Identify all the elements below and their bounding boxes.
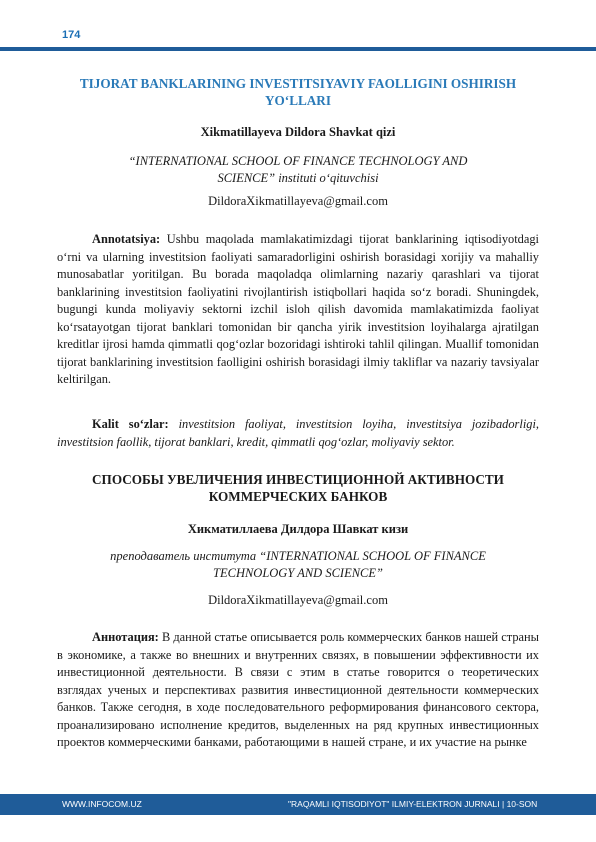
abstract-label-uz: Annotatsiya:	[92, 232, 161, 246]
author-name-ru: Хикматиллаева Дилдора Шавкат кизи	[187, 522, 409, 536]
affiliation-uz-line1: “INTERNATIONAL SCHOOL OF FINANCE TECHNOLOGY AND	[128, 154, 468, 168]
abstract-uz	[57, 231, 539, 389]
email-uz: DildoraXikmatillayeva@gmail.com	[208, 194, 388, 208]
page-number: 174	[62, 29, 81, 41]
abstract-text-ru: В данной статье описывается роль коммерческих банков нашей страны в экономике, а также во внешних и внутренних связях, в повышении эффективности их инвестиционной деятельности. В связи с этим в статье говорится о теоретических взглядах ученых и перспективах развития инвестиционной деятельности коммерческих банков. Также сегодня, в ходе последовательного реформирования финансового сектора, проанализировано исполнение кредитов, выделенных на ряд крупных инвестиционных проектов коммерческими банками, работающими в нашей стране, и их участие на рынке	[57, 630, 539, 749]
abstract-text-uz: Ushbu maqolada mamlakatimizdagi tijorat banklarining iqtisodiyotdagi o‘rni va ularning investitsion faoliyati samaradorligini oshirish borasidagi xorijiy va mahalliy munosabatlar yoritilgan. Bu borada maqoladqa olimlarning nazariy qarashlari va tijorat banklarining investitsion faoliyatini rivojlantirish istiqbollari haqida so‘z boradi. Shuningdek, bugungi kunda moliyaviy sektorni izchil isloh qilish davomida mamlakatimizda faoliyat ko‘rsatayotgan tijorat banklari tomonidan bir qancha yirik investitsion loyihalarga ajratilgan kreditlar ijrosi hamda qimmatli qog‘ozlar bozoridagi ishtiroki tahlil qilingan. Muallif tomonidan tijorat banklarining investitsion faolligini oshirish borasidagi ilmiy takliflar va nazariy tavsiyalar keltirilgan.	[57, 232, 539, 386]
affiliation-ru-line2: TECHNOLOGY AND SCIENCE”	[213, 566, 383, 580]
keywords-uz	[57, 416, 539, 451]
affiliation-ru	[40, 548, 556, 582]
abstract-ru	[57, 629, 539, 752]
article-title-uz: TIJORAT BANKLARINING INVESTITSIYAVIY FAOLLIGINI OSHIRISH YO‘LLARI	[79, 76, 517, 108]
article-title-ru: СПОСОБЫ УВЕЛИЧЕНИЯ ИНВЕСТИЦИОННОЙ АКТИВНОСТИ КОММЕРЧЕСКИХ БАНКОВ	[92, 472, 504, 504]
header-rule	[0, 47, 596, 51]
author-name-uz: Xikmatillayeva Dildora Shavkat qizi	[200, 125, 396, 139]
footer-journal-name: "RAQAMLI IQTISODIYOT" ILMIY-ELEKTRON JURNALI | 10-SON	[288, 799, 538, 809]
affiliation-ru-line1: преподаватель института “INTERNATIONAL SCHOOL OF FINANCE	[110, 549, 486, 563]
abstract-label-ru: Аннотация:	[92, 630, 159, 644]
keywords-label-uz: Kalit so‘zlar:	[92, 417, 169, 431]
affiliation-uz-line2: SCIENCE” instituti o‘qituvchisi	[217, 171, 379, 185]
email-ru: DildoraXikmatillayeva@gmail.com	[208, 593, 388, 607]
keywords-text-uz: investitsion faoliyat, investitsion loyiha, investitsiya jozibadorligi, investitsion faollik, tijorat banklari, kredit, qimmatli qog‘ozlar, moliyaviy sektor.	[57, 417, 539, 449]
footer-website-link[interactable]: WWW.INFOCOM.UZ	[62, 799, 142, 809]
affiliation-uz	[40, 153, 556, 187]
